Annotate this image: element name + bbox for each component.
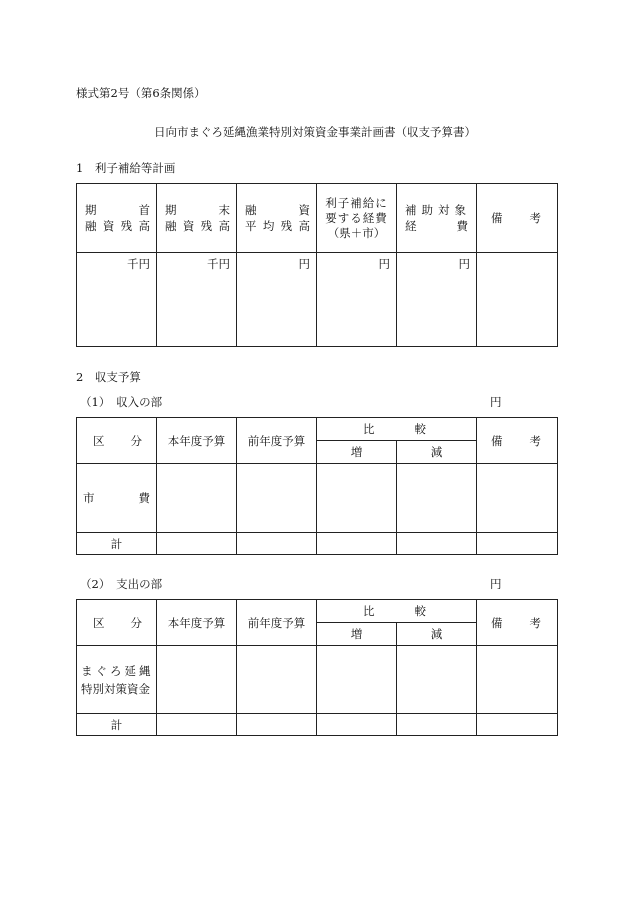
empty-cell bbox=[477, 464, 558, 533]
empty-cell bbox=[397, 646, 477, 714]
header-this-year: 本年度予算 bbox=[157, 600, 237, 646]
total-row bbox=[77, 533, 558, 555]
income-table bbox=[76, 417, 558, 555]
total-label: 計 bbox=[77, 714, 157, 736]
header-closing-balance: 期 末 融 資 残 高 bbox=[157, 184, 237, 253]
header-increase: 増 bbox=[317, 441, 397, 464]
header-opening-balance: 期 首 融 資 残 高 bbox=[77, 184, 157, 253]
header-decrease: 減 bbox=[397, 623, 477, 646]
header-interest-subsidy-cost: 利子補給に 要する経費 （県＋市） bbox=[317, 184, 397, 253]
header-compare: 比 較 bbox=[317, 600, 477, 623]
header-remarks: 備 考 bbox=[477, 184, 558, 253]
unit-cell: 円 bbox=[317, 253, 397, 347]
expense-unit: 円 bbox=[490, 577, 502, 591]
empty-cell bbox=[477, 533, 558, 555]
total-label: 計 bbox=[77, 533, 157, 555]
empty-cell bbox=[397, 533, 477, 555]
empty-cell bbox=[237, 714, 317, 736]
table-row bbox=[77, 253, 558, 347]
empty-cell bbox=[157, 714, 237, 736]
unit-cell: 円 bbox=[237, 253, 317, 347]
header-subsidy-target-cost: 補助対象 経 費 bbox=[397, 184, 477, 253]
table-header-row bbox=[77, 600, 558, 623]
empty-cell bbox=[397, 464, 477, 533]
expense-table bbox=[76, 599, 558, 736]
expense-label: （2） 支出の部 bbox=[80, 577, 163, 591]
form-label: 様式第2号（第6条関係） bbox=[76, 86, 206, 100]
header-category: 区 分 bbox=[77, 418, 157, 464]
section2-heading: 2 収支予算 bbox=[76, 370, 141, 384]
empty-cell bbox=[237, 646, 317, 714]
header-last-year: 前年度予算 bbox=[237, 418, 317, 464]
header-increase: 増 bbox=[317, 623, 397, 646]
empty-cell bbox=[317, 646, 397, 714]
empty-cell bbox=[237, 533, 317, 555]
unit-cell: 千円 bbox=[157, 253, 237, 347]
table-row bbox=[77, 464, 558, 533]
header-remarks: 備 考 bbox=[477, 418, 558, 464]
header-average-balance: 融 資 平 均 残 高 bbox=[237, 184, 317, 253]
table-header-row bbox=[77, 184, 558, 253]
empty-cell bbox=[477, 714, 558, 736]
income-unit: 円 bbox=[490, 395, 502, 409]
income-label: （1） 収入の部 bbox=[80, 395, 163, 409]
header-compare: 比 較 bbox=[317, 418, 477, 441]
row-label-tuna-longline-fund: まぐろ延縄 特別対策資金 bbox=[77, 646, 157, 714]
table-header-row bbox=[77, 418, 558, 441]
empty-cell bbox=[397, 714, 477, 736]
section1-heading: 1 利子補給等計画 bbox=[76, 161, 176, 175]
empty-cell bbox=[317, 533, 397, 555]
unit-cell: 円 bbox=[397, 253, 477, 347]
empty-cell bbox=[477, 646, 558, 714]
header-this-year: 本年度予算 bbox=[157, 418, 237, 464]
empty-cell bbox=[157, 464, 237, 533]
table-row bbox=[77, 646, 558, 714]
empty-cell bbox=[237, 464, 317, 533]
empty-cell bbox=[317, 714, 397, 736]
row-label-city-cost: 市 費 bbox=[77, 464, 157, 533]
empty-cell bbox=[157, 646, 237, 714]
empty-cell bbox=[157, 533, 237, 555]
header-remarks: 備 考 bbox=[477, 600, 558, 646]
interest-subsidy-table bbox=[76, 183, 558, 347]
total-row bbox=[77, 714, 558, 736]
unit-cell bbox=[477, 253, 558, 347]
header-last-year: 前年度予算 bbox=[237, 600, 317, 646]
header-category: 区 分 bbox=[77, 600, 157, 646]
empty-cell bbox=[317, 464, 397, 533]
header-decrease: 減 bbox=[397, 441, 477, 464]
unit-cell: 千円 bbox=[77, 253, 157, 347]
document-title: 日向市まぐろ延縄漁業特別対策資金事業計画書（収支予算書） bbox=[154, 125, 476, 139]
